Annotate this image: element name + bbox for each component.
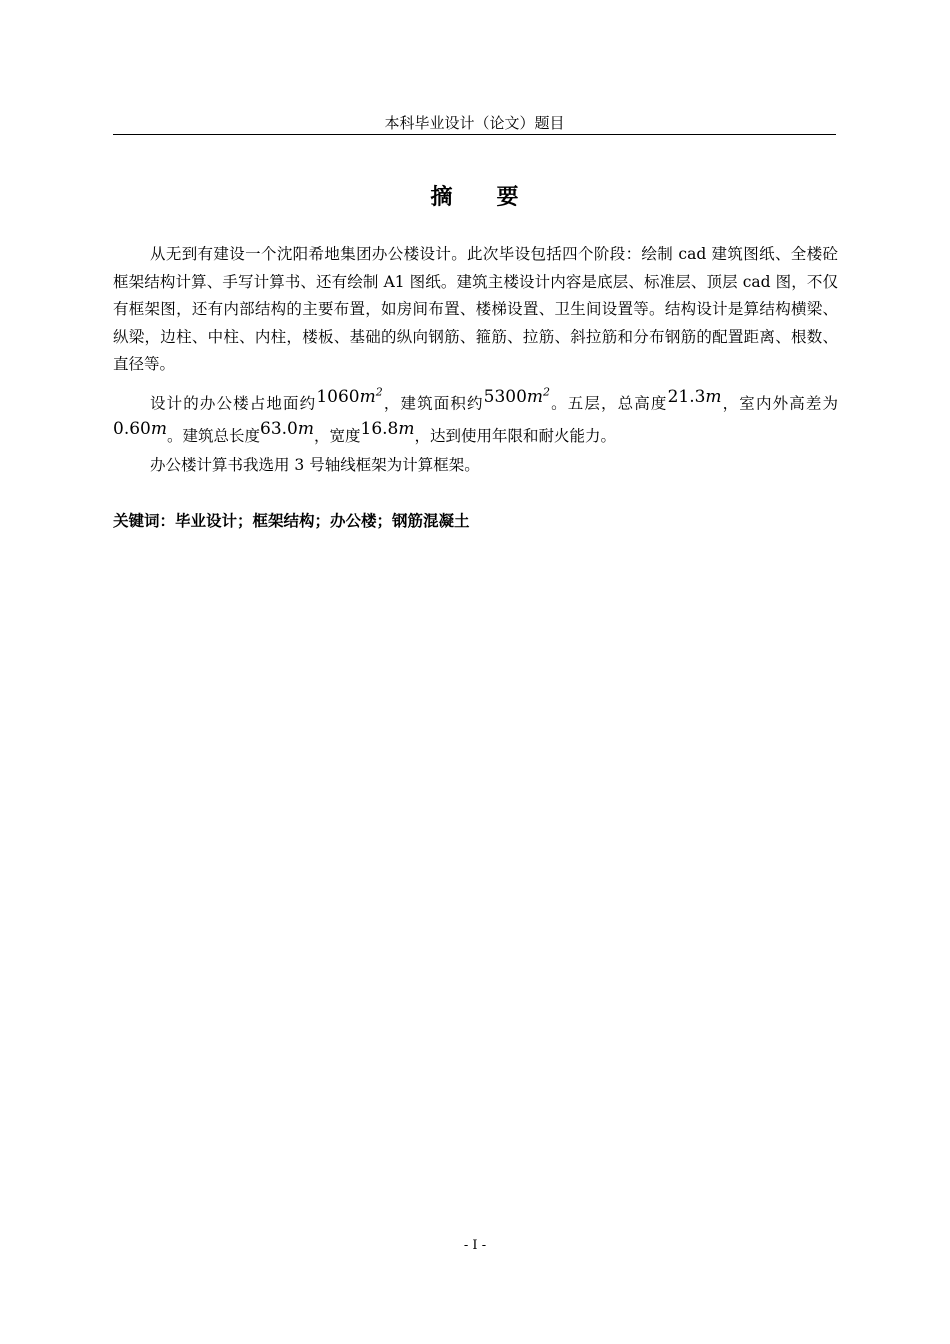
- keywords-list: 毕业设计；框架结构；办公楼；钢筋混凝土: [175, 512, 470, 530]
- width-formula: 16.8m: [360, 418, 415, 439]
- paragraph-2-text-1: 设计的办公楼占地面约: [150, 394, 317, 413]
- abstract-heading: [113, 182, 836, 214]
- abstract-paragraph-1: 从无到有建设一个沈阳希地集团办公楼设计。此次毕设包括四个阶段：绘制 cad 建筑图纸、全楼砼框架结构计算、手写计算书、还有绘制 A1 图纸。建筑主楼设计内容是底层、标准层、顶层 cad 图，不仅有框架图，还有内部结构的主要布置，如房间布置、楼梯设置、卫生间设置等。结构设计是算结构横梁、纵梁，边柱、中柱、内柱，楼板、基础的纵向钢筋、箍筋、拉筋、斜拉筋和分布钢筋的配置距离、根数、直径等。: [113, 245, 838, 373]
- abstract-heading-char-1: 摘: [430, 185, 453, 210]
- height-difference-formula: 0.60m: [113, 418, 167, 439]
- keywords-line: [113, 508, 838, 534]
- paragraph-2-text-5: 。建筑总长度: [166, 426, 260, 445]
- paragraph-2-text-2: ，建筑面积约: [382, 394, 484, 413]
- paragraph-2-text-6: ，宽度: [313, 426, 361, 445]
- floor-area-formula: $5300m^2$: [483, 385, 551, 407]
- header-divider: [113, 134, 836, 135]
- page-header: 本科毕业设计（论文）题目: [384, 114, 565, 132]
- keywords-label: 关键词：: [113, 512, 176, 530]
- paragraph-2-text-3: 。五层，总高度: [550, 394, 668, 413]
- paragraph-2-text-7: ，达到使用年限和耐火能力。: [414, 426, 616, 445]
- length-formula: 63.0m: [260, 418, 314, 439]
- abstract-heading-char-2: 要: [496, 185, 519, 210]
- page-number: - I -: [463, 1238, 487, 1253]
- abstract-paragraph-2: [113, 383, 838, 452]
- abstract-paragraph-3: 办公楼计算书我选用 3 号轴线框架为计算框架。: [150, 456, 480, 474]
- height-formula: 21.3m: [667, 386, 722, 407]
- paragraph-2-text-4: ，室内外高差为: [721, 394, 838, 413]
- site-area-formula: $1060m^2$: [316, 385, 383, 407]
